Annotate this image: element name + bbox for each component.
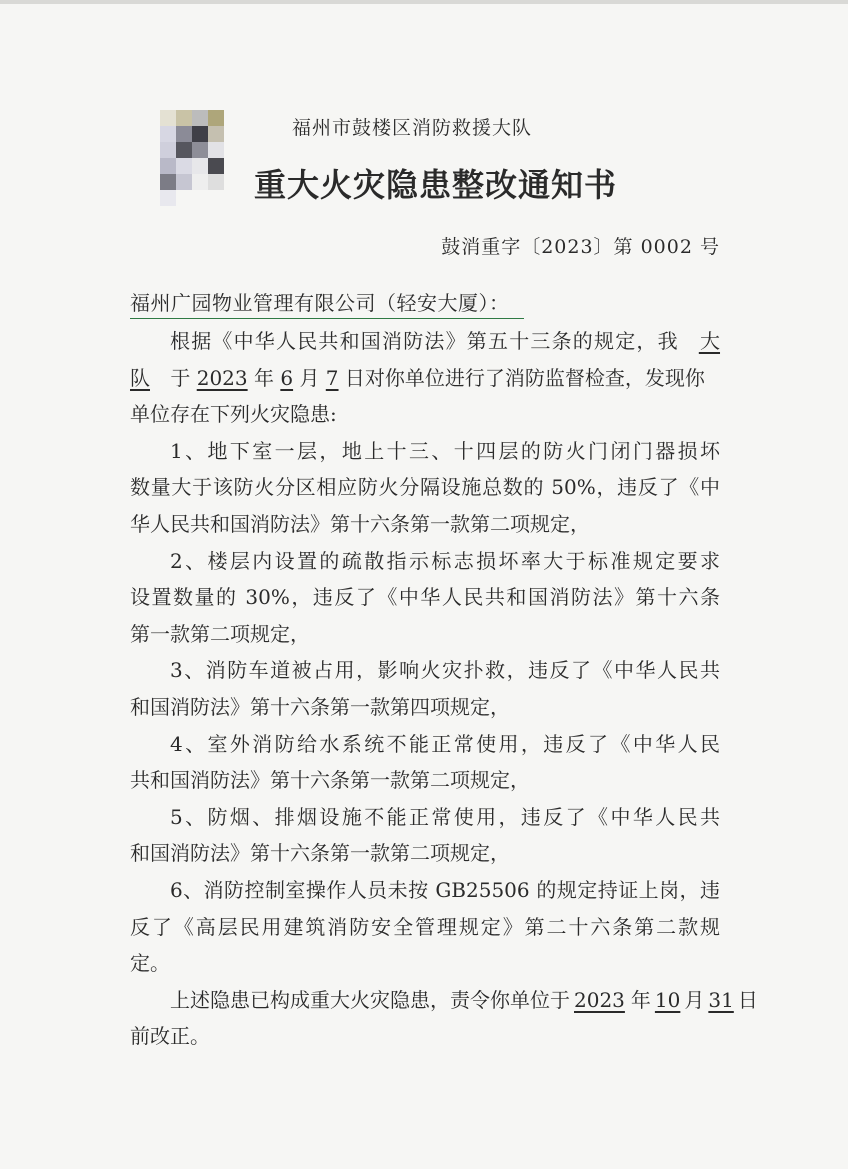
deadline-month: 10 (654, 987, 681, 1012)
blurred-emblem (160, 110, 224, 206)
unit-fill-a: 大 (698, 329, 721, 353)
item-1-line-2: 数量大于该防火分区相应防火分隔设施总数的 50%，违反了《中 (130, 475, 720, 500)
intro-line-2: 队 于 2023 年 6 月 7 日对你单位进行了消防监督检查，发现你 (130, 365, 705, 390)
item-5-line-1: 5、防烟、排烟设施不能正常使用，违反了《中华人民共 (170, 804, 720, 829)
intro-text-3: 日对你单位进行了消防监督检查，发现你 (344, 365, 705, 390)
item-3-line-1: 3、消防车道被占用，影响火灾扑救，违反了《中华人民共 (170, 658, 720, 683)
recipient-line (130, 287, 524, 319)
inspection-day: 7 (325, 365, 339, 390)
item-2-line-1: 2、楼层内设置的疏散指示标志损坏率大于标准规定要求 (170, 548, 720, 573)
intro-text-2: 于 (170, 365, 191, 390)
deadline-year: 2023 (574, 987, 625, 1012)
item-6-line-3: 定。 (130, 951, 170, 976)
inspection-year: 2023 (196, 365, 248, 390)
recipient-name: 福州广园物业管理有限公司（轻安大厦）： (130, 291, 510, 315)
item-1-line-1: 1、地下室一层，地上十三、十四层的防火门闭门器损坏 (170, 438, 720, 463)
deadline-day: 31 (708, 987, 734, 1012)
item-6-line-2: 反了《高层民用建筑消防安全管理规定》第二十六条第二款规 (130, 914, 720, 939)
item-1-line-3: 华人民共和国消防法》第十六条第一款第二项规定， (130, 511, 590, 536)
intro-line-1 (130, 323, 720, 360)
item-5-line-2: 和国消防法》第十六条第一款第二项规定， (130, 841, 510, 866)
inspection-month: 6 (280, 365, 294, 390)
intro-line-3: 单位存在下列火灾隐患: (130, 402, 337, 427)
document-title: 重大火灾隐患整改通知书 (254, 166, 618, 204)
item-4-line-1: 4、室外消防给水系统不能正常使用，违反了《中华人民 (170, 731, 720, 756)
conclusion-line-1: 上述隐患已构成重大火灾隐患，责令你单位于 2023 年 10 月 31 日 (170, 987, 758, 1012)
item-2-line-2: 设置数量的 30%，违反了《中华人民共和国消防法》第十六条 (130, 585, 720, 610)
conclusion-line-2: 前改正。 (130, 1024, 210, 1049)
unit-fill-b: 队 (130, 365, 150, 390)
item-3-line-2: 和国消防法》第十六条第一款第四项规定， (130, 694, 510, 719)
item-4-line-2: 共和国消防法》第十六条第一款第二项规定， (130, 768, 530, 793)
notice-body (130, 323, 758, 1055)
item-2-line-3: 第一款第二项规定， (130, 621, 310, 646)
issuing-organization: 福州市鼓楼区消防救援大队 (292, 117, 533, 139)
scan-edge (0, 0, 848, 4)
conclusion-text: 上述隐患已构成重大火灾隐患，责令你单位于 (170, 987, 570, 1012)
item-6-line-1: 6、消防控制室操作人员未按 GB25506 的规定持证上岗，违 (170, 877, 720, 902)
document-number: 鼓消重字〔2023〕第 0002 号 (441, 236, 720, 258)
intro-text-1: 根据《中华人民共和国消防法》第五十三条的规定，我 (170, 329, 679, 353)
